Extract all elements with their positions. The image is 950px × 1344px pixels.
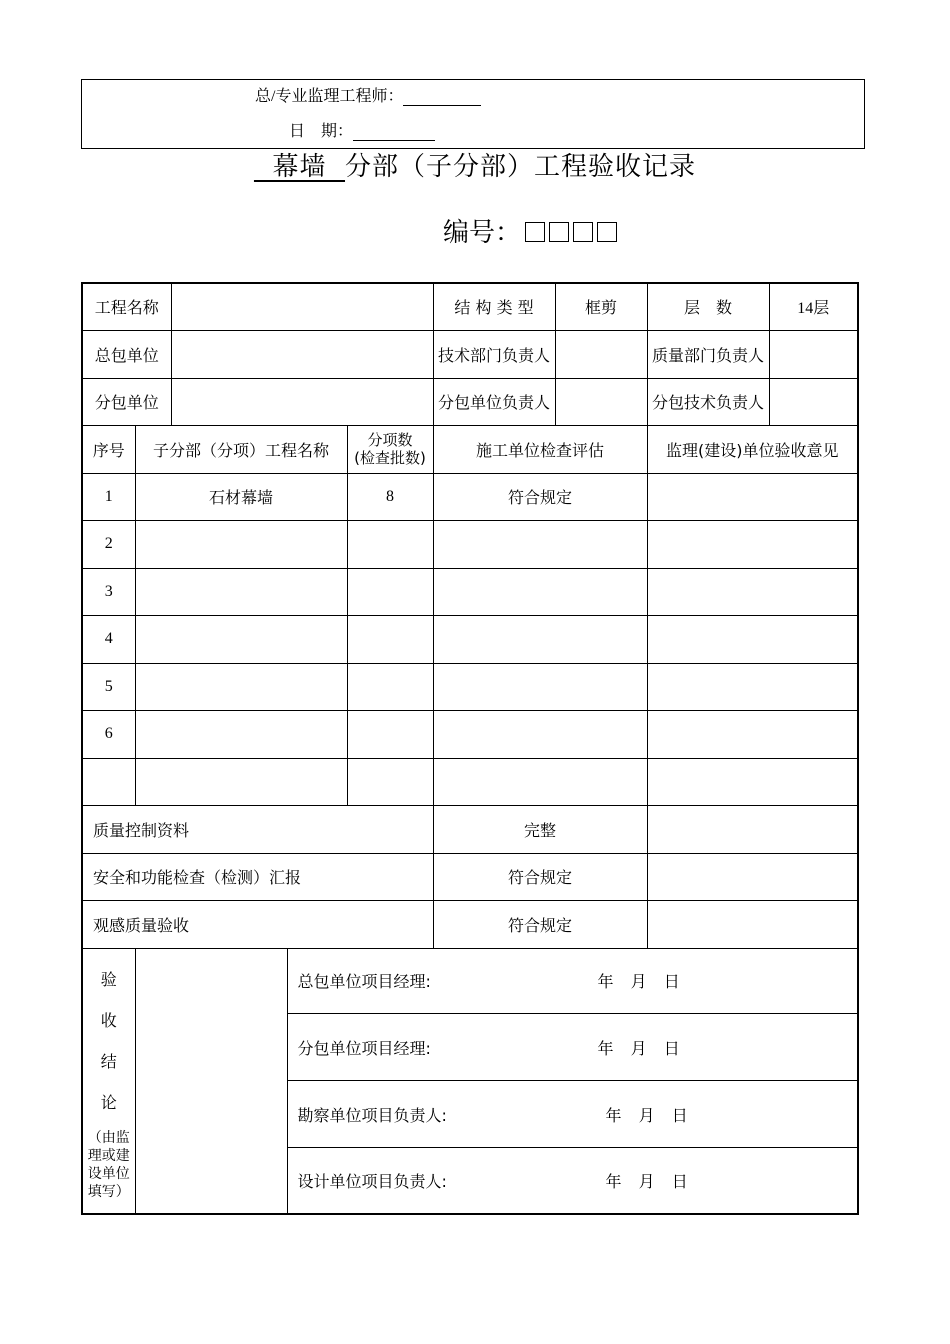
item-evaluation[interactable] <box>433 710 647 758</box>
signature-row <box>288 1148 858 1213</box>
doc-number-box-3[interactable] <box>573 222 593 242</box>
floors-label: 层 数 <box>647 283 769 330</box>
item-seq: 3 <box>82 568 135 615</box>
conclusion-label <box>82 948 135 1214</box>
summary-label: 质量控制资料 <box>82 805 433 853</box>
signature-date[interactable]: 年 月 日 <box>588 949 858 1014</box>
general-contractor-value[interactable] <box>171 330 433 378</box>
project-name-label: 工程名称 <box>82 283 171 330</box>
info-row-3 <box>82 378 858 425</box>
subcontractor-value[interactable] <box>171 378 433 425</box>
item-opinion[interactable] <box>647 473 858 520</box>
table-row <box>82 568 858 615</box>
seq-header: 序号 <box>82 425 135 473</box>
signature-label: 分包单位项目经理: <box>288 1014 588 1081</box>
item-count[interactable] <box>347 615 433 663</box>
quality-dept-head-value[interactable] <box>769 330 858 378</box>
signature-date[interactable]: 年 月 日 <box>588 1014 858 1081</box>
doc-number-label: 编号： <box>443 218 522 248</box>
page-title <box>0 146 950 183</box>
floors-value[interactable]: 14层 <box>769 283 858 330</box>
item-count[interactable] <box>347 710 433 758</box>
conclusion-char-3: 结 <box>100 1051 117 1071</box>
sub-unit-head-label: 分包单位负责人 <box>433 378 555 425</box>
signature-label: 勘察单位项目负责人: <box>288 1081 588 1148</box>
summary-opinion[interactable] <box>647 900 858 948</box>
sub-tech-head-label: 分包技术负责人 <box>647 378 769 425</box>
summary-evaluation[interactable]: 完整 <box>433 805 647 853</box>
item-count[interactable] <box>347 520 433 568</box>
tech-dept-head-label: 技术部门负责人 <box>433 330 555 378</box>
item-count-header-line2: (检查批数) <box>354 449 426 467</box>
conclusion-char-1: 验 <box>100 969 117 989</box>
evaluation-header: 施工单位检查评估 <box>433 425 647 473</box>
signature-label: 设计单位项目负责人: <box>297 1172 447 1192</box>
summary-evaluation[interactable]: 符合规定 <box>433 853 647 900</box>
conclusion-char-2: 收 <box>100 1010 117 1030</box>
item-seq <box>82 758 135 805</box>
table-row <box>82 473 858 520</box>
structure-type-label: 结 构 类 型 <box>433 283 555 330</box>
sub-unit-head-value[interactable] <box>555 378 647 425</box>
item-seq: 4 <box>82 615 135 663</box>
item-count[interactable] <box>347 568 433 615</box>
table-row <box>82 663 858 710</box>
item-name[interactable] <box>135 615 347 663</box>
item-count-header <box>347 425 433 473</box>
table-row <box>82 615 858 663</box>
conclusion-char-4: 论 <box>100 1092 117 1112</box>
item-count-header-line1: 分项数 <box>367 431 413 449</box>
item-seq: 1 <box>82 473 135 520</box>
item-opinion[interactable] <box>647 520 858 568</box>
summary-opinion[interactable] <box>647 853 858 900</box>
item-name-header: 子分部（分项）工程名称 <box>135 425 347 473</box>
structure-type-value[interactable]: 框剪 <box>555 283 647 330</box>
item-opinion[interactable] <box>647 758 858 805</box>
item-name[interactable] <box>135 758 347 805</box>
doc-number-box-4[interactable] <box>597 222 617 242</box>
summary-evaluation[interactable]: 符合规定 <box>433 900 647 948</box>
item-name[interactable] <box>135 710 347 758</box>
table-row <box>82 758 858 805</box>
items-header-row <box>82 425 858 473</box>
doc-number <box>443 212 617 249</box>
table-row <box>82 710 858 758</box>
signature-row <box>288 1014 858 1081</box>
item-name[interactable] <box>135 568 347 615</box>
acceptance-record-table <box>81 282 859 1215</box>
signature-row <box>288 1081 858 1148</box>
item-seq: 2 <box>82 520 135 568</box>
opinion-header: 监理(建设)单位验收意见 <box>647 425 858 473</box>
item-evaluation[interactable] <box>433 663 647 710</box>
signature-date[interactable]: 年 月 日 <box>605 1172 688 1192</box>
date-line <box>289 118 435 141</box>
item-count[interactable]: 8 <box>347 473 433 520</box>
item-name[interactable] <box>135 663 347 710</box>
general-contractor-label: 总包单位 <box>82 330 171 378</box>
item-name[interactable]: 石材幕墙 <box>135 473 347 520</box>
item-opinion[interactable] <box>647 615 858 663</box>
table-row <box>82 520 858 568</box>
signature-area <box>287 948 858 1214</box>
supervisor-line <box>255 83 481 106</box>
item-count[interactable] <box>347 758 433 805</box>
conclusion-row <box>82 948 858 1214</box>
info-row-2 <box>82 330 858 378</box>
summary-row <box>82 900 858 948</box>
item-seq: 5 <box>82 663 135 710</box>
project-name-value[interactable] <box>171 283 433 330</box>
item-evaluation[interactable] <box>433 520 647 568</box>
item-count[interactable] <box>347 663 433 710</box>
title-subject: 幕墙 <box>253 152 346 182</box>
tech-dept-head-value[interactable] <box>555 330 647 378</box>
item-opinion[interactable] <box>647 710 858 758</box>
summary-label: 观感质量验收 <box>82 900 433 948</box>
summary-label: 安全和功能检查（检测）汇报 <box>82 853 433 900</box>
item-opinion[interactable] <box>647 568 858 615</box>
item-evaluation[interactable]: 符合规定 <box>433 473 647 520</box>
info-row-1 <box>82 283 858 330</box>
summary-opinion[interactable] <box>647 805 858 853</box>
date-blank[interactable] <box>353 140 435 141</box>
item-opinion[interactable] <box>647 663 858 710</box>
conclusion-note: （由监理或建设单位填写） <box>87 1129 130 1200</box>
date-label: 日 期： <box>289 123 354 140</box>
signature-label: 总包单位项目经理: <box>288 949 588 1014</box>
item-evaluation[interactable] <box>433 568 647 615</box>
item-name[interactable] <box>135 520 347 568</box>
summary-row <box>82 853 858 900</box>
quality-dept-head-label: 质量部门负责人 <box>647 330 769 378</box>
item-seq: 6 <box>82 710 135 758</box>
item-evaluation[interactable] <box>433 758 647 805</box>
sub-tech-head-value[interactable] <box>769 378 858 425</box>
supervisor-label: 总/专业监理工程师： <box>255 88 404 105</box>
subcontractor-label: 分包单位 <box>82 378 171 425</box>
item-evaluation[interactable] <box>433 615 647 663</box>
signature-table <box>288 949 858 1214</box>
signature-row <box>288 949 858 1014</box>
supervisor-blank[interactable] <box>403 105 481 106</box>
doc-number-box-2[interactable] <box>549 222 569 242</box>
summary-row <box>82 805 858 853</box>
title-rest: 分部（子分部）工程验收记录 <box>345 152 697 182</box>
signature-date[interactable]: 年 月 日 <box>588 1081 858 1148</box>
conclusion-content[interactable] <box>135 948 287 1214</box>
doc-number-box-1[interactable] <box>525 222 545 242</box>
